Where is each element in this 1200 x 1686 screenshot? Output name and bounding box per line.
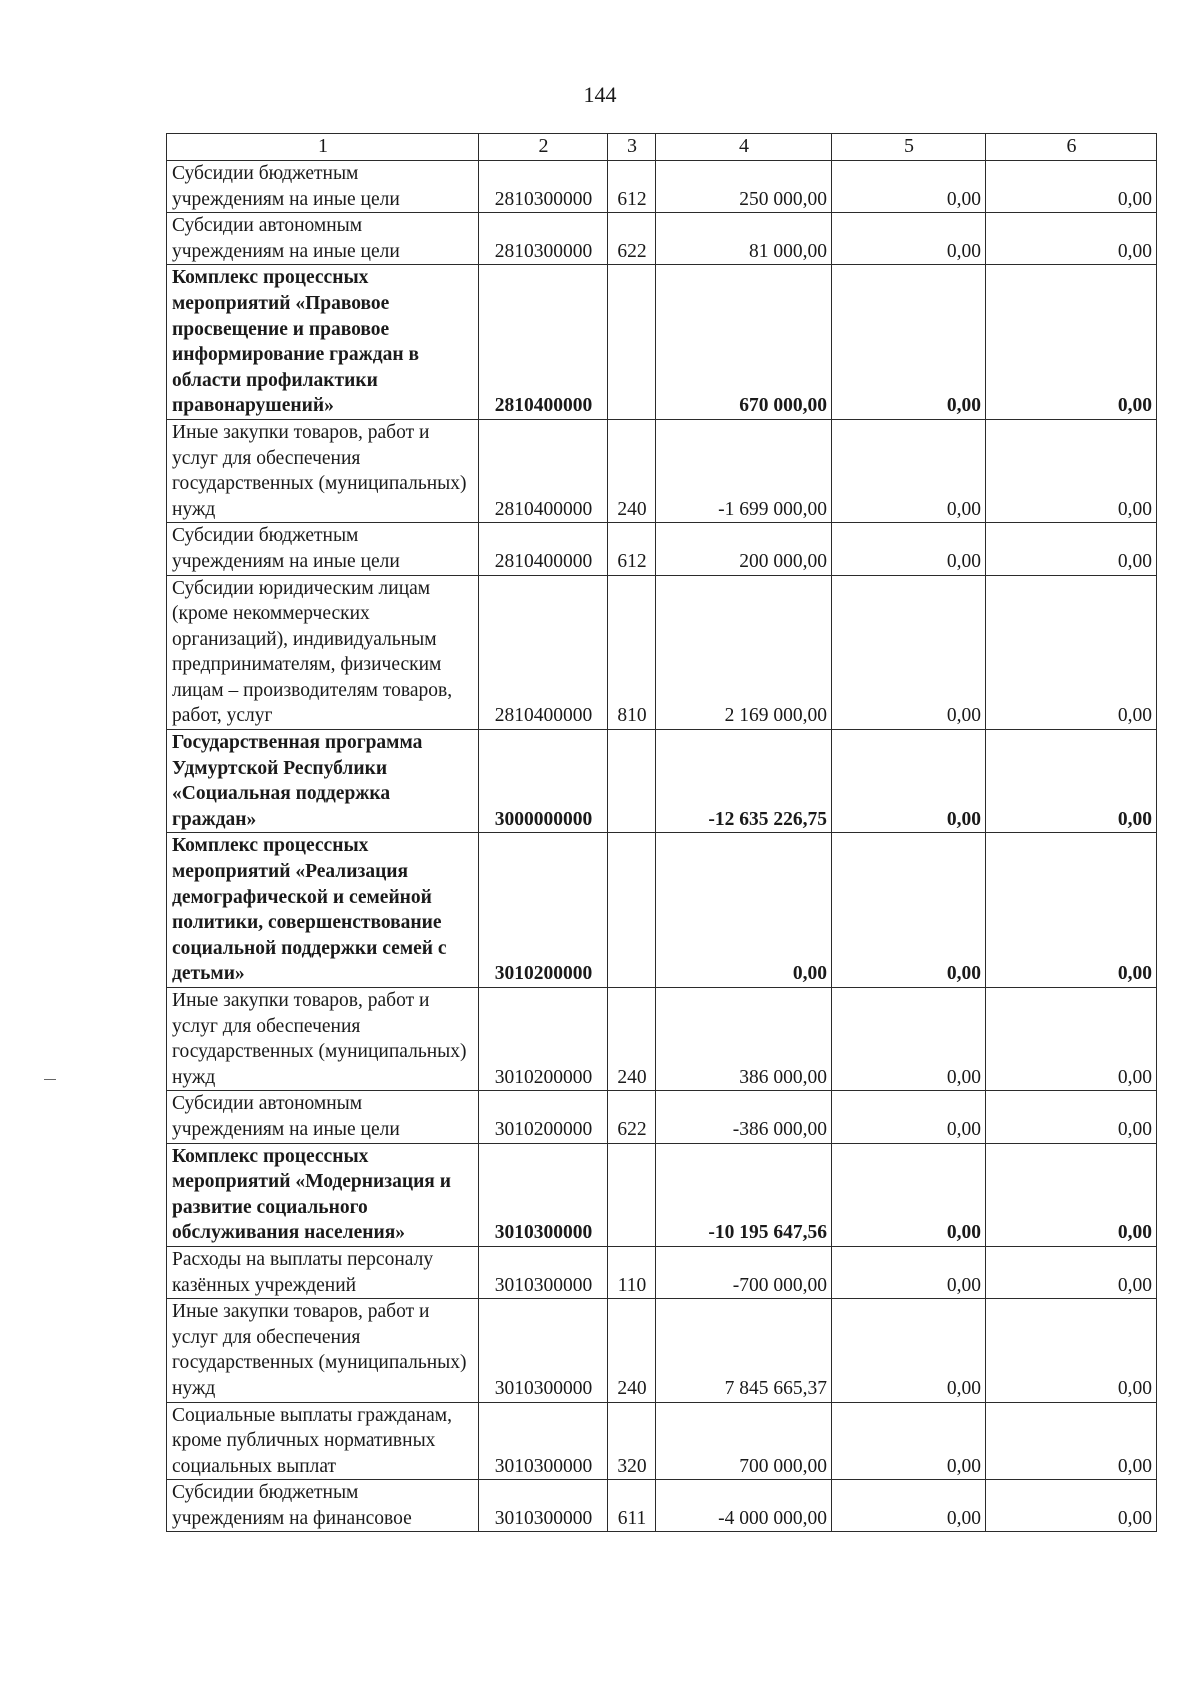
- cell-expense-type: [608, 265, 656, 420]
- cell-name: Субсидии бюджетным учреждениям на финансовое: [167, 1480, 479, 1532]
- cell-expense-type: 810: [608, 575, 656, 730]
- cell-name: Субсидии юридическим лицам (кроме некоммерческих организаций), индивидуальным предпринимателям, физическим лицам – производителям товаров, работ, услуг: [167, 575, 479, 730]
- cell-amount-col4: 250 000,00: [656, 161, 832, 213]
- table-row: [167, 1246, 1157, 1298]
- cell-amount-col5: 0,00: [832, 1091, 986, 1143]
- cell-amount-col4: 700 000,00: [656, 1402, 832, 1480]
- cell-amount-col6: 0,00: [986, 1402, 1157, 1480]
- cell-expense-type: 612: [608, 161, 656, 213]
- header-col-5: 5: [832, 134, 986, 161]
- header-col-3: 3: [608, 134, 656, 161]
- cell-amount-col4: 670 000,00: [656, 265, 832, 420]
- table-row: [167, 523, 1157, 575]
- cell-amount-col5: 0,00: [832, 1143, 986, 1246]
- table-row: [167, 1480, 1157, 1532]
- budget-table: [166, 133, 1157, 1532]
- cell-name: Субсидии бюджетным учреждениям на иные цели: [167, 523, 479, 575]
- table-row: [167, 988, 1157, 1091]
- table-row: [167, 1402, 1157, 1480]
- cell-amount-col5: 0,00: [832, 523, 986, 575]
- cell-expense-type: 612: [608, 523, 656, 575]
- cell-target-code: 2810400000: [479, 575, 608, 730]
- cell-amount-col5: 0,00: [832, 575, 986, 730]
- cell-target-code: 2810400000: [479, 523, 608, 575]
- cell-amount-col6: 0,00: [986, 730, 1157, 833]
- cell-amount-col5: 0,00: [832, 988, 986, 1091]
- cell-amount-col4: 81 000,00: [656, 213, 832, 265]
- cell-amount-col4: -386 000,00: [656, 1091, 832, 1143]
- cell-amount-col4: 200 000,00: [656, 523, 832, 575]
- cell-expense-type: 611: [608, 1480, 656, 1532]
- cell-amount-col6: 0,00: [986, 1480, 1157, 1532]
- cell-amount-col4: -1 699 000,00: [656, 419, 832, 522]
- cell-amount-col4: 0,00: [656, 833, 832, 988]
- cell-amount-col5: 0,00: [832, 213, 986, 265]
- cell-target-code: 2810300000: [479, 213, 608, 265]
- cell-amount-col6: 0,00: [986, 213, 1157, 265]
- table-row: [167, 1299, 1157, 1402]
- cell-expense-type: [608, 1143, 656, 1246]
- cell-amount-col6: 0,00: [986, 1246, 1157, 1298]
- cell-amount-col6: 0,00: [986, 419, 1157, 522]
- header-row: [167, 134, 1157, 161]
- cell-amount-col5: 0,00: [832, 730, 986, 833]
- cell-amount-col6: 0,00: [986, 1091, 1157, 1143]
- table-row-section: [167, 265, 1157, 420]
- cell-amount-col6: 0,00: [986, 523, 1157, 575]
- table-row: [167, 1091, 1157, 1143]
- cell-amount-col5: 0,00: [832, 833, 986, 988]
- cell-amount-col6: 0,00: [986, 988, 1157, 1091]
- cell-amount-col4: -700 000,00: [656, 1246, 832, 1298]
- cell-expense-type: 622: [608, 213, 656, 265]
- cell-expense-type: 240: [608, 988, 656, 1091]
- cell-target-code: 2810400000: [479, 265, 608, 420]
- cell-amount-col5: 0,00: [832, 161, 986, 213]
- cell-amount-col5: 0,00: [832, 419, 986, 522]
- cell-amount-col4: -12 635 226,75: [656, 730, 832, 833]
- cell-amount-col5: 0,00: [832, 265, 986, 420]
- cell-amount-col5: 0,00: [832, 1299, 986, 1402]
- header-col-1: 1: [167, 134, 479, 161]
- cell-expense-type: 240: [608, 419, 656, 522]
- cell-name: Субсидии автономным учреждениям на иные цели: [167, 1091, 479, 1143]
- cell-target-code: 3010200000: [479, 1091, 608, 1143]
- cell-name: Социальные выплаты гражданам, кроме публичных нормативных социальных выплат: [167, 1402, 479, 1480]
- cell-expense-type: [608, 833, 656, 988]
- table-row-section: [167, 833, 1157, 988]
- cell-amount-col4: -10 195 647,56: [656, 1143, 832, 1246]
- cell-name: Иные закупки товаров, работ и услуг для обеспечения государственных (муниципальных) нужд: [167, 1299, 479, 1402]
- cell-name: Субсидии бюджетным учреждениям на иные цели: [167, 161, 479, 213]
- cell-amount-col4: 386 000,00: [656, 988, 832, 1091]
- cell-name: Комплекс процессных мероприятий «Реализация демографической и семейной политики, совершенствование социальной поддержки семей с детьми»: [167, 833, 479, 988]
- cell-name: Комплекс процессных мероприятий «Правовое просвещение и правовое информирование граждан в области профилактики правонарушений»: [167, 265, 479, 420]
- cell-amount-col4: 2 169 000,00: [656, 575, 832, 730]
- cell-target-code: 3010300000: [479, 1143, 608, 1246]
- cell-target-code: 3000000000: [479, 730, 608, 833]
- cell-amount-col6: 0,00: [986, 833, 1157, 988]
- cell-name: Комплекс процессных мероприятий «Модернизация и развитие социального обслуживания населения»: [167, 1143, 479, 1246]
- cell-amount-col6: 0,00: [986, 265, 1157, 420]
- cell-name: Государственная программа Удмуртской Республики «Социальная поддержка граждан»: [167, 730, 479, 833]
- cell-amount-col5: 0,00: [832, 1402, 986, 1480]
- cell-amount-col6: 0,00: [986, 1143, 1157, 1246]
- cell-amount-col6: 0,00: [986, 1299, 1157, 1402]
- table-row-section: [167, 1143, 1157, 1246]
- cell-amount-col5: 0,00: [832, 1480, 986, 1532]
- cell-name: Субсидии автономным учреждениям на иные цели: [167, 213, 479, 265]
- cell-target-code: 3010200000: [479, 833, 608, 988]
- cell-amount-col4: 7 845 665,37: [656, 1299, 832, 1402]
- cell-target-code: 3010300000: [479, 1480, 608, 1532]
- header-col-6: 6: [986, 134, 1157, 161]
- scan-mark: [44, 1079, 56, 1080]
- cell-target-code: 3010300000: [479, 1402, 608, 1480]
- header-col-2: 2: [479, 134, 608, 161]
- cell-target-code: 3010300000: [479, 1246, 608, 1298]
- cell-expense-type: 110: [608, 1246, 656, 1298]
- cell-amount-col6: 0,00: [986, 575, 1157, 730]
- cell-target-code: 3010200000: [479, 988, 608, 1091]
- cell-expense-type: [608, 730, 656, 833]
- cell-amount-col6: 0,00: [986, 161, 1157, 213]
- table-row: [167, 161, 1157, 213]
- cell-expense-type: 320: [608, 1402, 656, 1480]
- table-row: [167, 419, 1157, 522]
- table-row-section: [167, 730, 1157, 833]
- cell-name: Иные закупки товаров, работ и услуг для обеспечения государственных (муниципальных) нужд: [167, 988, 479, 1091]
- header-col-4: 4: [656, 134, 832, 161]
- table-row: [167, 575, 1157, 730]
- cell-amount-col4: -4 000 000,00: [656, 1480, 832, 1532]
- cell-name: Расходы на выплаты персоналу казённых учреждений: [167, 1246, 479, 1298]
- cell-target-code: 3010300000: [479, 1299, 608, 1402]
- cell-target-code: 2810400000: [479, 419, 608, 522]
- page-number: 144: [583, 82, 617, 107]
- cell-expense-type: 622: [608, 1091, 656, 1143]
- cell-target-code: 2810300000: [479, 161, 608, 213]
- table-row: [167, 213, 1157, 265]
- cell-amount-col5: 0,00: [832, 1246, 986, 1298]
- cell-name: Иные закупки товаров, работ и услуг для обеспечения государственных (муниципальных) нужд: [167, 419, 479, 522]
- cell-expense-type: 240: [608, 1299, 656, 1402]
